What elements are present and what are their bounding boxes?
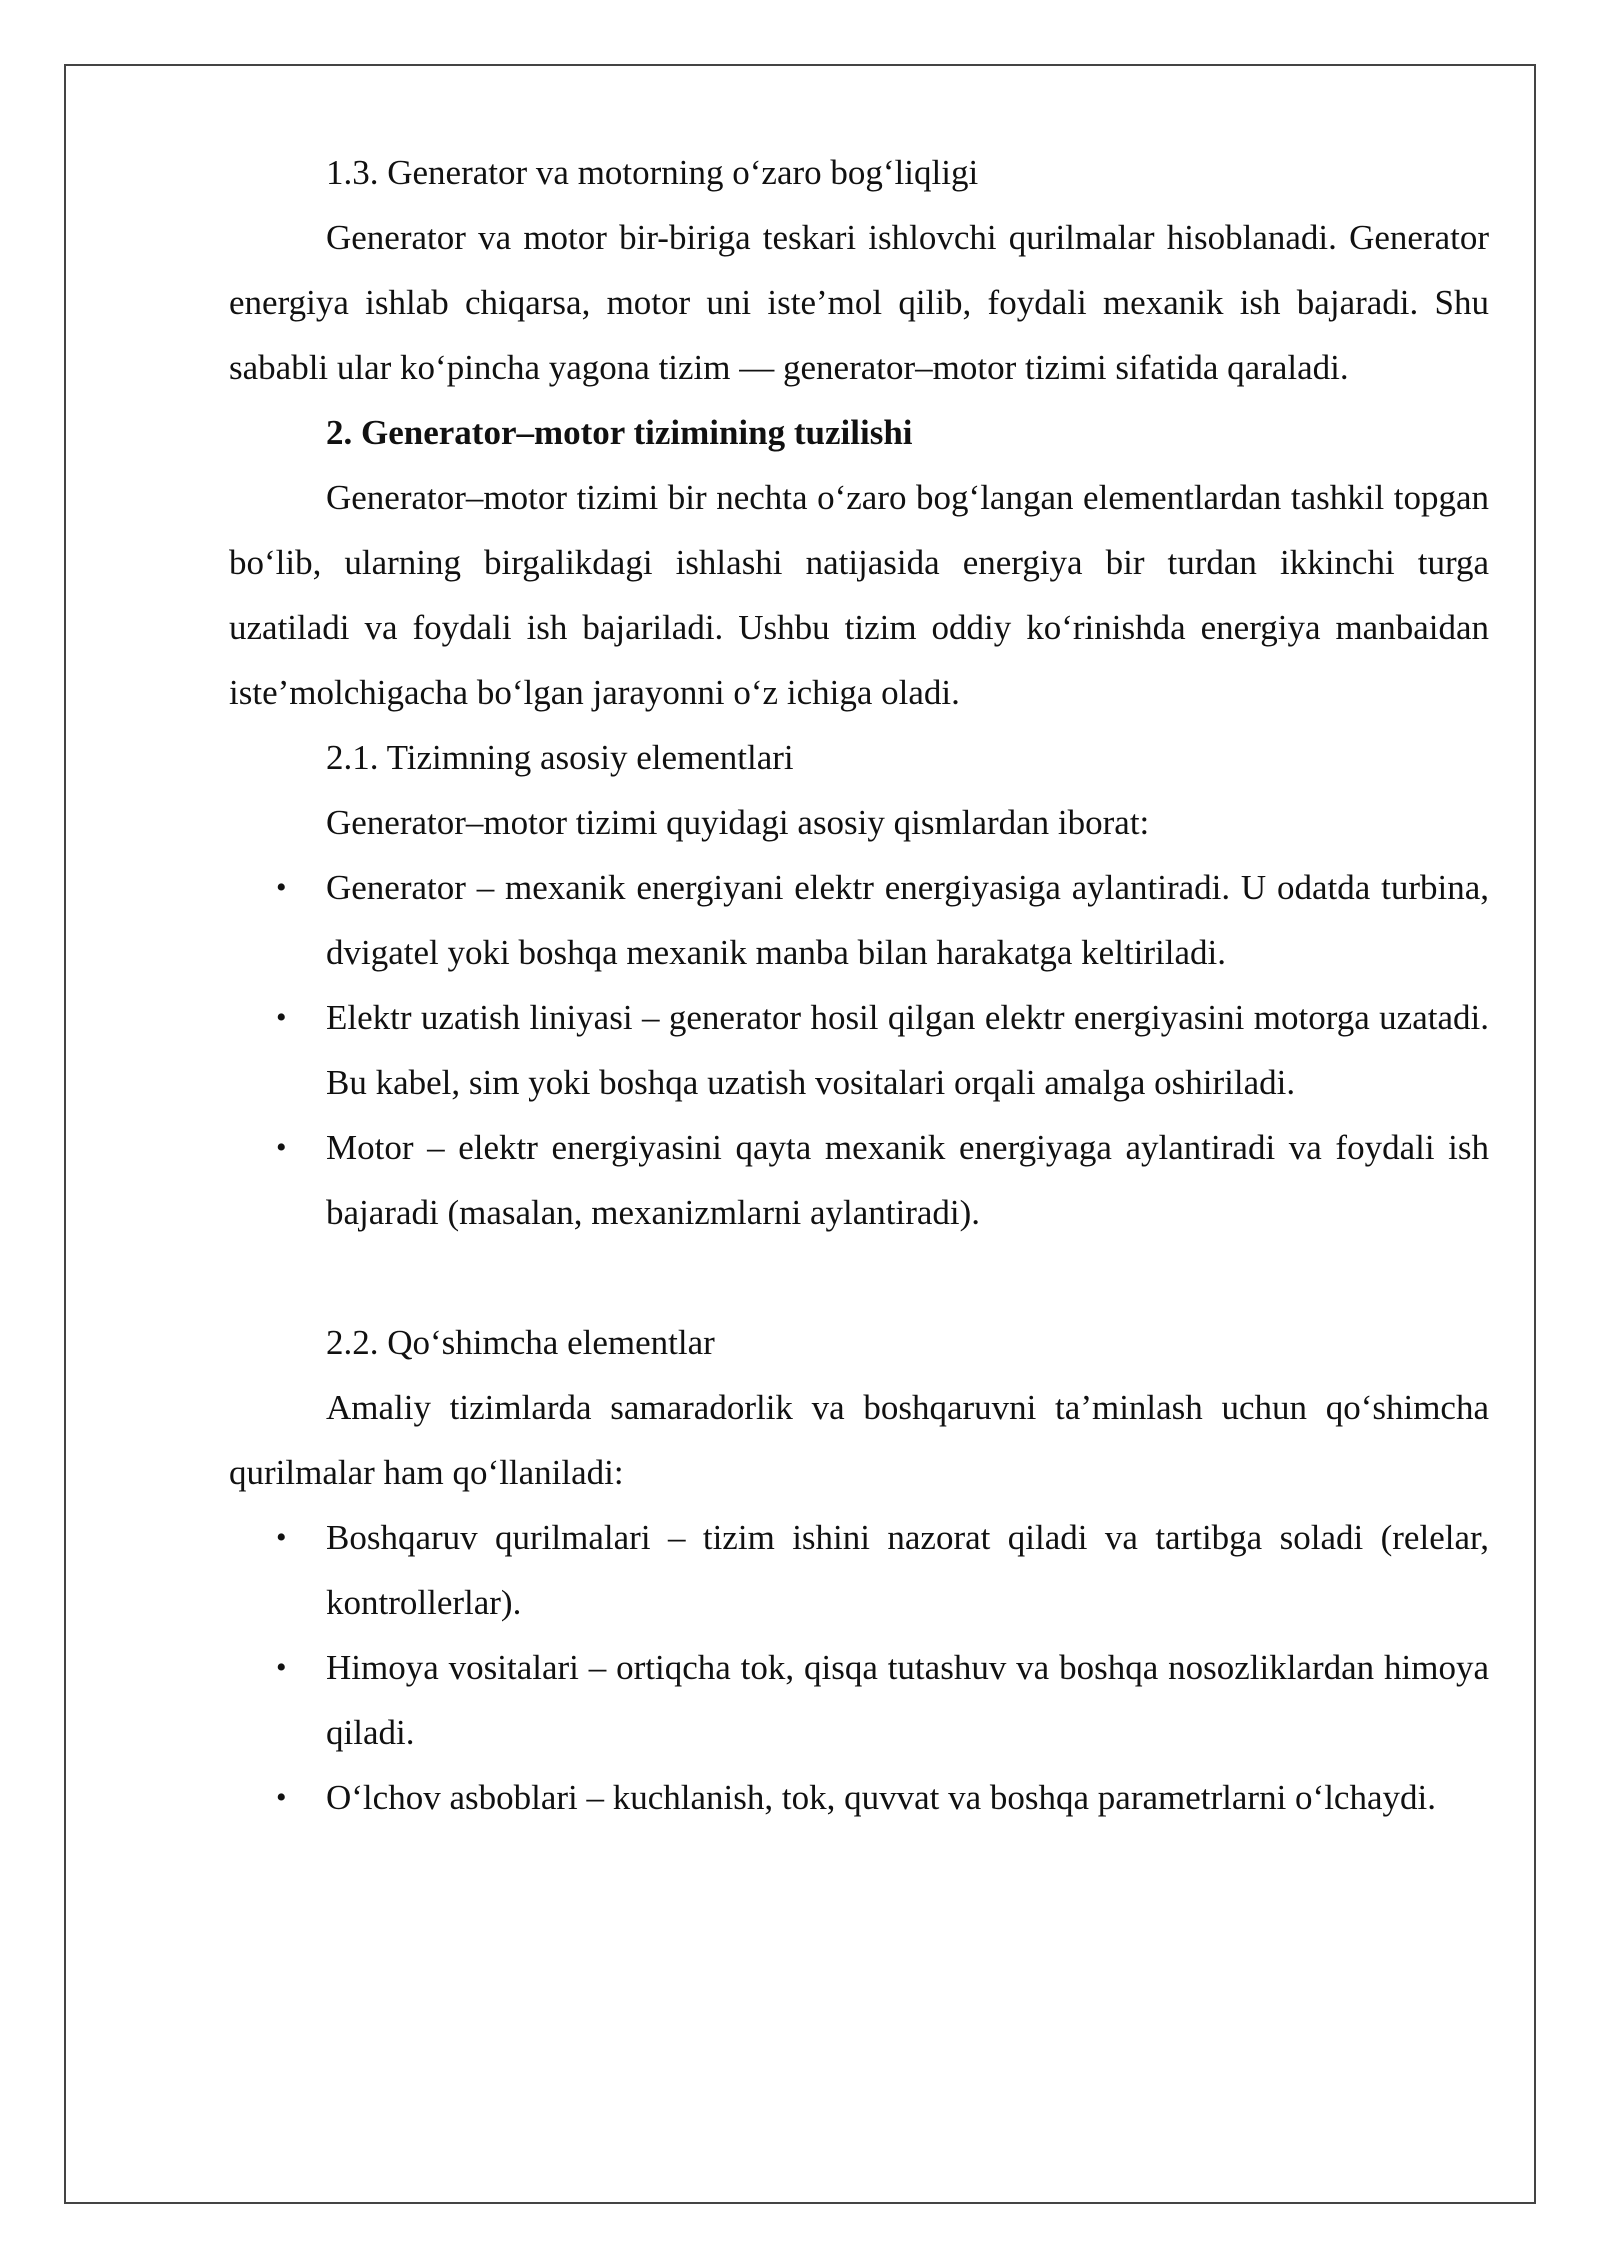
document-body	[229, 140, 1489, 1830]
list-item-text: Generator – mexanik energiyani elektr energiyasiga aylantiradi. U odatda turbina, dvigatel yoki boshqa mexanik manba bilan harakatga keltiriladi.	[326, 868, 1489, 972]
blank-line	[229, 1245, 1489, 1310]
list-item	[276, 1505, 1489, 1635]
list-item-text: Himoya vositalari – ortiqcha tok, qisqa tutashuv va boshqa nosozliklardan himoya qiladi.	[326, 1648, 1489, 1752]
list-item	[276, 855, 1489, 985]
additional-elements-list	[229, 1505, 1489, 1830]
section-1-3-paragraph: Generator va motor bir-biriga teskari ishlovchi qurilmalar hisoblanadi. Generator energiya ishlab chiqarsa, motor uni iste’mol qilib, foydali mexanik ish bajaradi. Shu sababli ular ko‘pincha yagona tizim — generator–motor tizimi sifatida qaraladi.	[229, 218, 1489, 387]
list-item-text: Elektr uzatish liniyasi – generator hosil qilgan elektr energiyasini motorga uzatadi. Bu kabel, sim yoki boshqa uzatish vositalari orqali amalga oshiriladi.	[326, 998, 1489, 1102]
section-2-heading: 2. Generator–motor tizimining tuzilishi	[326, 413, 913, 452]
section-1-3-heading: 1.3. Generator va motorning o‘zaro bog‘liqligi	[326, 153, 979, 192]
bullet-icon: •	[276, 1651, 287, 1684]
list-item	[276, 1635, 1489, 1765]
section-2-1-heading: 2.1. Tizimning asosiy elementlari	[326, 738, 794, 777]
list-item-text: Motor – elektr energiyasini qayta mexanik energiyaga aylantiradi va foydali ish bajaradi (masalan, mexanizmlarni aylantiradi).	[326, 1128, 1489, 1232]
section-2-paragraph: Generator–motor tizimi bir nechta o‘zaro bog‘langan elementlardan tashkil topgan bo‘lib, ularning birgalikdagi ishlashi natijasida energiya bir turdan ikkinchi turga uzatiladi va foydali ish bajariladi. Ushbu tizim oddiy ko‘rinishda energiya manbaidan iste’molchigacha bo‘lgan jarayonni o‘z ichiga oladi.	[229, 478, 1489, 712]
list-item	[276, 985, 1489, 1115]
section-2-1-intro: Generator–motor tizimi quyidagi asosiy qismlardan iborat:	[326, 803, 1150, 842]
section-2-2-heading: 2.2. Qo‘shimcha elementlar	[326, 1323, 715, 1362]
bullet-icon: •	[276, 871, 287, 904]
list-item	[276, 1115, 1489, 1245]
list-item	[276, 1765, 1489, 1830]
list-item-text: O‘lchov asboblari – kuchlanish, tok, quvvat va boshqa parametrlarni o‘lchaydi.	[326, 1778, 1436, 1817]
bullet-icon: •	[276, 1131, 287, 1164]
main-elements-list	[229, 855, 1489, 1245]
bullet-icon: •	[276, 1781, 287, 1814]
list-item-text: Boshqaruv qurilmalari – tizim ishini nazorat qiladi va tartibga soladi (relelar, kontrollerlar).	[326, 1518, 1489, 1622]
section-2-2-paragraph: Amaliy tizimlarda samaradorlik va boshqaruvni ta’minlash uchun qo‘shimcha qurilmalar ham qo‘llaniladi:	[229, 1388, 1489, 1492]
bullet-icon: •	[276, 1521, 287, 1554]
bullet-icon: •	[276, 1001, 287, 1034]
